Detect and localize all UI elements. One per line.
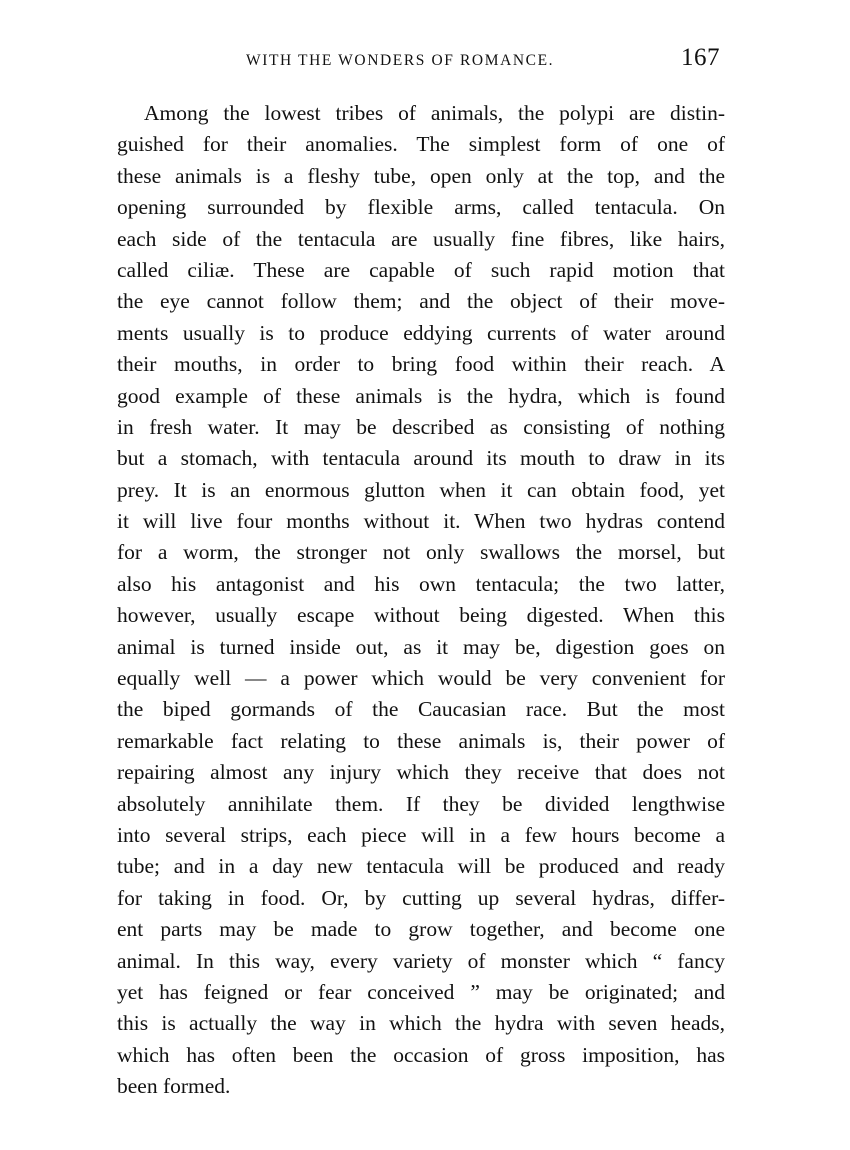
text-line: in fresh water. It may be described as consisting of nothing bbox=[117, 414, 725, 439]
text-line: repairing almost any injury which they receive that does not bbox=[117, 760, 725, 785]
text-line: for taking in food. Or, by cutting up several hydras, differ- bbox=[117, 885, 725, 910]
text-line: absolutely annihilate them. If they be divided lengthwise bbox=[117, 791, 725, 816]
text-line: each side of the tentacula are usually fine fibres, like hairs, bbox=[117, 226, 725, 251]
text-line: guished for their anomalies. The simplest form of one of bbox=[117, 132, 725, 157]
running-title: WITH THE WONDERS OF ROMANCE. bbox=[246, 52, 555, 69]
text-line: this is actually the way in which the hydra with seven heads, bbox=[117, 1011, 725, 1036]
text-line: opening surrounded by flexible arms, called tentacula. On bbox=[117, 195, 725, 220]
text-line: called ciliæ. These are capable of such rapid motion that bbox=[117, 257, 725, 282]
text-line: animal is turned inside out, as it may be, digestion goes on bbox=[117, 634, 725, 659]
text-line: prey. It is an enormous glutton when it can obtain food, yet bbox=[117, 477, 725, 502]
text-line: Among the lowest tribes of animals, the polypi are distin- bbox=[144, 101, 725, 125]
text-line: these animals is a fleshy tube, open only at the top, and the bbox=[117, 163, 725, 188]
text-line: also his antagonist and his own tentacula; the two latter, bbox=[117, 571, 725, 596]
text-line: equally well — a power which would be very convenient for bbox=[117, 666, 725, 691]
text-line: which has often been the occasion of gross imposition, has bbox=[117, 1042, 725, 1067]
text-line: tube; and in a day new tentacula will be produced and ready bbox=[117, 854, 725, 879]
running-head bbox=[0, 44, 850, 80]
text-line: the eye cannot follow them; and the object of their move- bbox=[117, 289, 725, 314]
text-line: yet has feigned or fear conceived ” may be originated; and bbox=[117, 979, 725, 1004]
text-line: into several strips, each piece will in a few hours become a bbox=[117, 822, 725, 847]
text-line: the biped gormands of the Caucasian race. But the most bbox=[117, 697, 725, 722]
page-number: 167 bbox=[681, 44, 720, 71]
text-line: ent parts may be made to grow together, and become one bbox=[117, 917, 725, 942]
text-line: animal. In this way, every variety of monster which “ fancy bbox=[117, 948, 725, 973]
text-line: it will live four months without it. When two hydras contend bbox=[117, 509, 725, 534]
text-line: however, usually escape without being digested. When this bbox=[117, 603, 725, 628]
body-paragraph bbox=[117, 98, 725, 1103]
text-line: but a stomach, with tentacula around its mouth to draw in its bbox=[117, 446, 725, 471]
text-line: for a worm, the stronger not only swallows the morsel, but bbox=[117, 540, 725, 565]
text-line: remarkable fact relating to these animals is, their power of bbox=[117, 728, 725, 753]
text-line: been formed. bbox=[117, 1074, 231, 1099]
text-line: good example of these animals is the hydra, which is found bbox=[117, 383, 725, 408]
text-line: their mouths, in order to bring food within their reach. A bbox=[117, 352, 725, 377]
text-line: ments usually is to produce eddying currents of water around bbox=[117, 320, 725, 345]
